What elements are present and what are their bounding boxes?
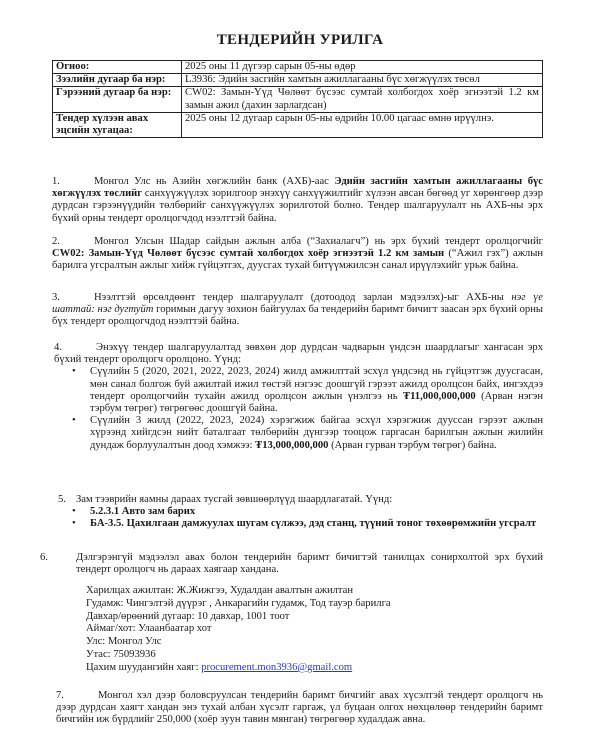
list-item: • БА-3.5. Цахилгаан дамжуулах шугам сүлжээ, дэд станц, түүний тоног төхөөрөмжийн угсралт — [72, 518, 537, 530]
table-row — [53, 87, 543, 112]
contact-email-row: Цахим шуудангийн хаяг: procurement.mon3936@gmail.com — [86, 661, 353, 673]
contact-street: Гудамж: Чингэлтэй дүүрэг , Анкарагийн гудамж, Тод тауэр барилга — [86, 597, 391, 609]
paragraph-1: 1. Монгол Улс нь Азийн хөгжлийн банк (АХБ)-аас Эдийн засгийн хамтын ажиллагааны бүс хөгжүүлэх төслийг санхүүжүүлэх зорилгоор энэхүү санхүүжилтийг хүлээн авсан бөгөөд уг хөрөнгөөр дээр дурдсан гэрээнүүдийн төлбөрийг санхүүжүүлэх зорилготой болно. Тендер шалгаруулалт нь АХБ-ны эрх бүхий орны тендерт оролцогчдод нээлттэй байна. — [52, 176, 544, 224]
list-item: • Сүүлийн 3 жилд (2022, 2023, 2024) хэрэгжиж байгаа эсхүл хэрэгжиж дууссан гэрээт ажлын хүрээнд хийгдсэн нийт баталгаат төлбөрийн дүнгээр тооцож гаргасан барилгын ажлын жилийн дундаж борлуулалтын доод хэмжээ: ₮13,000,000,000 (Арван гурван тэрбум төгрөг) байна. — [72, 415, 543, 451]
deadline-label: Тендер хүлээн авах эцсийн хугацаа: — [53, 112, 182, 137]
contact-floor: Давхар/өрөөний дугаар: 10 давхар, 1001 тоот — [86, 610, 290, 622]
contact-person: Харилцах ажилтан: Ж.Жижгээ, Худалдан авалтын ажилтан — [86, 585, 354, 596]
date-value: 2025 оны 11 дүгээр сарын 05-ны өдөр — [182, 61, 543, 74]
paragraph-4: 4. Энэхүү тендер шалгаруулалтад зөвхөн дор дурдсан чадварын үндсэн шаардлагыг хангасан эрх бүхий тендерт оролцогч оролцоно. Үүнд: • Сүүлийн 5 (2020, 2021, 2022, 2023, 2024) жилд амжилттай эсхүл үндсэнд нь гүйцэтгэж дуусгасан, мөн санал болгож буй ажилтай ижил төстэй нэгээс доошгүй гэрээт ажилд оролцсон байх, ингэхдээ тендерт оролцогчийн тухайн ажилд оролцсон ажлын үнэлгээ нь ₮11,000,000,000 (Арван нэгэн тэрбум төгрөг) төгрөгөөс доошгүй байна. • Сүүлийн 3 жилд (2022, 2023, 2024) хэрэгжиж байгаа эсхүл хэрэгжиж дууссан гэрээт ажлын хүрээнд хийгдсэн нийт баталгаат төлбөрийн дүнгээр тооцож гаргасан барилгын ажлын жилийн дундаж борлуулалтын доод хэмжээ: ₮13,000,000,000 (Арван гурван тэрбум төгрөг) байна. — [54, 342, 543, 451]
contract-value: CW02: Замын-Үүд Чөлөөт бүсээс сумтай холбогдох хоёр эгнээтэй 1.2 км замын ажил (дахин зарлагдсан) — [182, 87, 543, 112]
bullet-icon: • — [72, 415, 76, 427]
contract-label: Гэрээний дугаар ба нэр: — [53, 87, 182, 112]
list-item: • 5.2.3.1 Авто зам барих — [72, 506, 196, 518]
paragraph-7: 7. Монгол хэл дээр боловсруулсан тендерийн баримт бичгийг авах хүсэлтэй тендерт оролцогч нь дээр дурдсан хаягт хандан энэ тухай албан хүсэлт гаргаж, үл буцаан олгох нөхцөлөөр тендерийн баримт бичгийн иж бүрдлийг 250,000 (хоёр зуун тавин мянган) төгрөгөөр худалдаж авна. — [56, 690, 543, 726]
paragraph-5: 5. Зам тээврийн яамны дараах тусгай зөвшөөрлүүд шаардлагатай. Үүнд: • 5.2.3.1 Авто зам барих • БА-3.5. Цахилгаан дамжуулах шугам сүлжээ, дэд станц, түүний тоног төхөөрөмжийн угсралт — [58, 494, 543, 531]
table-row — [53, 74, 543, 87]
bullet-icon: • — [72, 518, 76, 530]
license-list — [58, 506, 543, 530]
contact-city: Аймаг/хот: Улаанбаатар хот — [86, 623, 212, 635]
paragraph-6: 6. Дэлгэрэнгүй мэдээлэл авах болон тендерийн баримт бичигтэй танилцах сонирхолтой эрх бүхий тендерт оролцогч нь дараах хаягаар хандана. — [40, 552, 543, 576]
tender-info-table — [52, 60, 543, 138]
bullet-icon: • — [72, 506, 76, 518]
bullet-icon: • — [72, 366, 76, 378]
table-row — [53, 112, 543, 137]
paragraph-3: 3. Нээлттэй өрсөлдөөнт тендер шалгаруулалт (дотоодод зарлан мэдээлэх)-ыг АХБ-ны нэг үе шаттай: нэг дугтуйт горимын дагуу зохион байгуулах ба тендерийн баримт бичигт заасан эрх бүхий орны бүх тендерт оролцогчдод нээлттэй байна. — [52, 292, 543, 328]
contact-phone: Утас: 75093936 — [86, 648, 156, 660]
paragraph-2: 2. Монгол Улсын Шадар сайдын ажлын алба (“Захиалагч”) нь эрх бүхий тендерт оролцогчийг CW02: Замын-Үүд Чөлөөт бүсээс сумтай холбогдох хоёр эгнээтэй 1.2 км замын (“Ажил гэх”) ажлын барилга угсралтын ажлыг хийж гүйцэтгэх, дуусгах тухай битүүмжилсэн санал ирүүлэхийг урьж байна. — [52, 236, 543, 272]
contact-block — [86, 585, 391, 675]
document-title: ТЕНДЕРИЙН УРИЛГА — [216, 32, 384, 48]
list-item: • Сүүлийн 5 (2020, 2021, 2022, 2023, 2024) жилд амжилттай эсхүл үндсэнд нь гүйцэтгэж дуусгасан, мөн санал болгож буй ажилтай ижил төстэй нэгээс доошгүй гэрээт ажилд оролцсон байх, ингэхдээ тендерт оролцогчийн тухайн ажилд оролцсон ажлын үнэлгээ нь ₮11,000,000,000 (Арван нэгэн тэрбум төгрөг) төгрөгөөс доошгүй байна. — [72, 366, 543, 415]
email-link[interactable]: procurement.mon3936@gmail.com — [201, 661, 353, 673]
deadline-value: 2025 оны 12 дугаар сарын 05-ны өдрийн 10.00 цагаас өмнө ирүүлнэ. — [182, 112, 543, 137]
date-label: Огноо: — [53, 61, 182, 74]
loan-label: Зээлийн дугаар ба нэр: — [53, 74, 182, 87]
table-row — [53, 61, 543, 74]
qualification-list — [54, 366, 543, 451]
loan-value: L3936: Эдийн засгийн хамтын ажиллагааны бүс хөгжүүлэх төсөл — [182, 74, 543, 87]
contact-country: Улс: Монгол Улс — [86, 636, 162, 648]
